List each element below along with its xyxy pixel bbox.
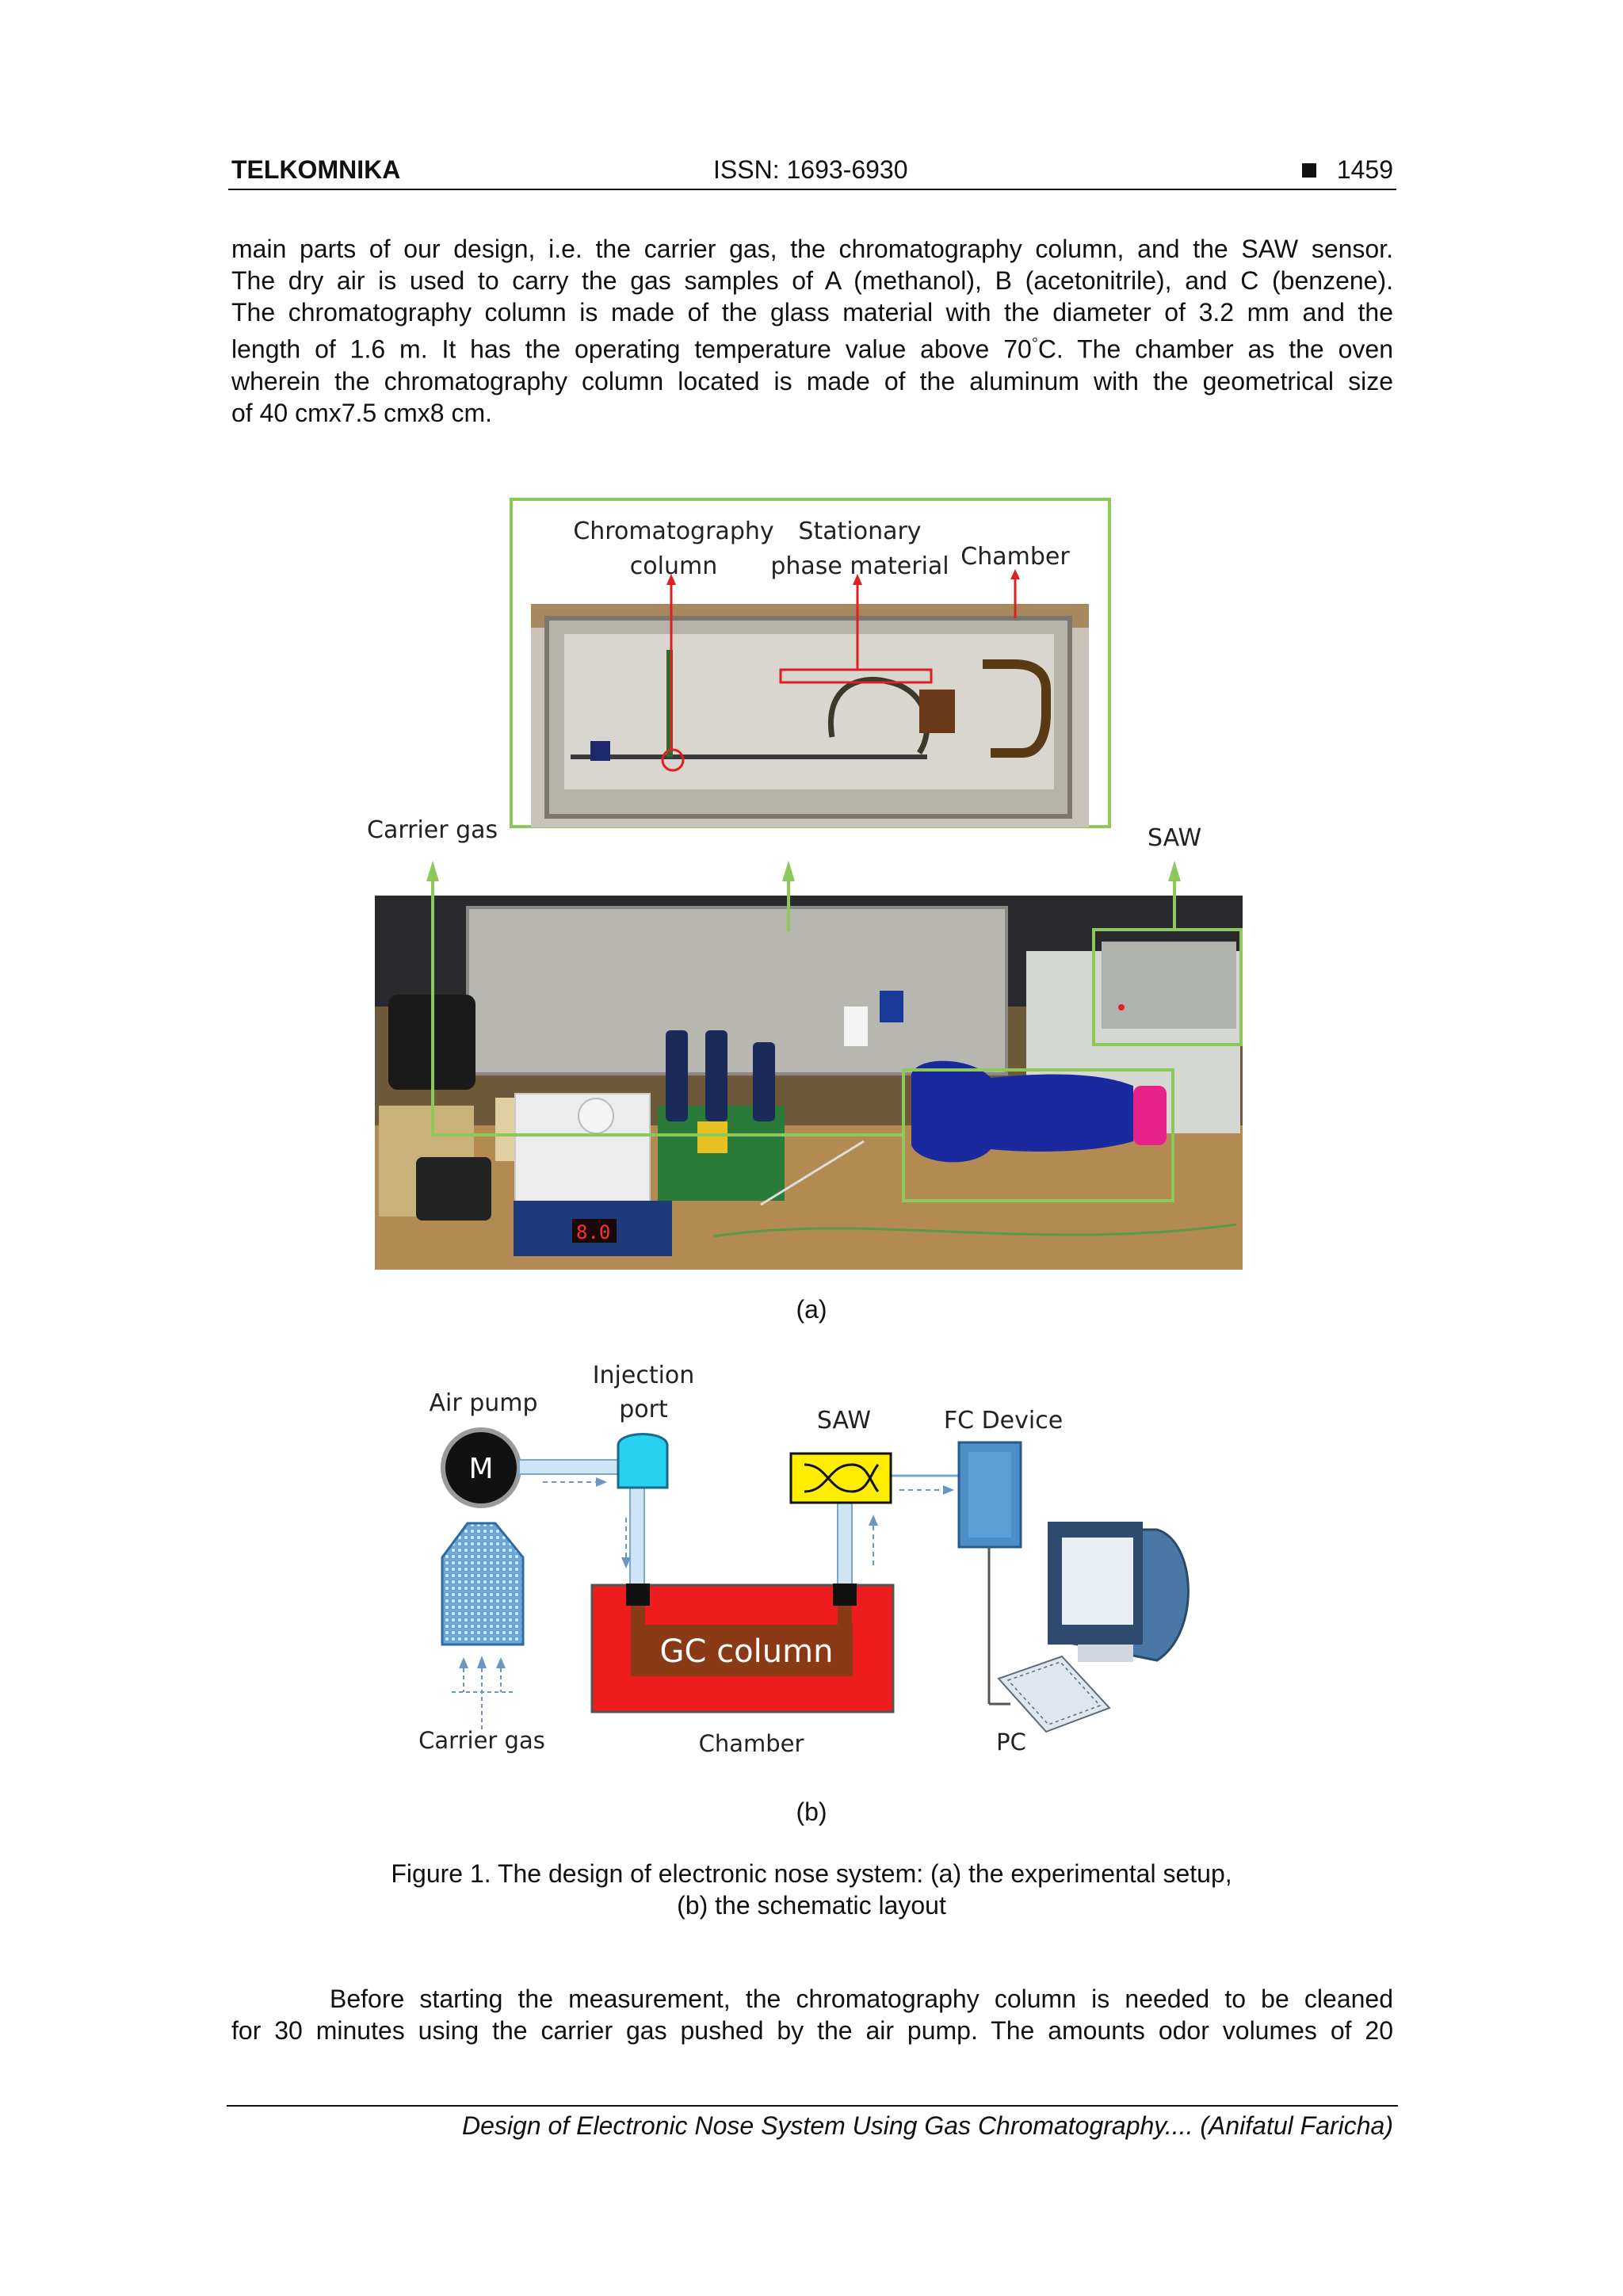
label-phase-material: phase material xyxy=(770,552,949,580)
arrow-up-icon xyxy=(1168,861,1181,881)
keyboard xyxy=(999,1656,1109,1732)
injection-port xyxy=(618,1435,667,1488)
body-paragraph-2 xyxy=(231,1983,1393,2046)
label-chromatography: Chromatography xyxy=(573,518,774,545)
journal-name: TELKOMNIKA xyxy=(231,155,401,184)
fc-device-face xyxy=(968,1452,1011,1538)
square-bullet-icon xyxy=(1302,163,1316,178)
label-carrier-gas: Carrier gas xyxy=(418,1727,545,1754)
display-reading: 8.0 xyxy=(576,1221,611,1244)
knob xyxy=(579,1098,613,1133)
text-line: for 30 minutes using the carrier gas pushed by the air pump. The amounts odor volumes of 20 xyxy=(231,2016,1393,2045)
motor-label: M xyxy=(468,1453,494,1485)
figure-b-caption: (b) xyxy=(796,1797,827,1826)
figure-a-caption: (a) xyxy=(796,1295,827,1324)
label-port: port xyxy=(619,1396,668,1423)
relay xyxy=(697,1121,727,1153)
header-rule xyxy=(228,189,1396,190)
bottle-cap xyxy=(1133,1086,1167,1145)
capacitor xyxy=(705,1030,727,1121)
figure-b-schematic xyxy=(0,1347,1623,1775)
chamber-box xyxy=(468,907,1006,1074)
saw-sensor-box xyxy=(1102,942,1236,1029)
blue-fitting xyxy=(590,741,610,761)
connector-block xyxy=(919,690,955,733)
column-fitting xyxy=(833,1584,857,1606)
label-stationary: Stationary xyxy=(798,518,922,545)
label-column: column xyxy=(629,552,718,580)
capacitor xyxy=(666,1030,688,1121)
arrow-up-icon xyxy=(459,1657,468,1668)
monitor-screen xyxy=(1062,1538,1133,1625)
footer-text: Design of Electronic Nose System Using Gas Chromatography.... (Anifatul Faricha) xyxy=(462,2111,1393,2140)
text-line: The chromatography column is made of the glass material with the diameter of 3.2 mm and the xyxy=(231,298,1393,327)
text-line xyxy=(231,328,1393,365)
text-line: of 40 cmx7.5 cmx8 cm. xyxy=(231,398,492,427)
label-chamber: Chamber xyxy=(698,1730,804,1757)
arrow-up-icon xyxy=(477,1656,487,1668)
connector xyxy=(880,991,903,1022)
label-fc-device: FC Device xyxy=(943,1407,1064,1435)
degree-sign: ° xyxy=(1031,335,1038,353)
adapter xyxy=(416,1157,491,1221)
text-segment: C. The chamber as the oven xyxy=(1037,334,1393,364)
footer-rule xyxy=(227,2105,1398,2107)
issn: ISSN: 1693-6930 xyxy=(713,155,908,184)
page-number: 1459 xyxy=(1336,155,1393,184)
label-injection: Injection xyxy=(592,1362,695,1389)
saw-sensor xyxy=(791,1454,891,1503)
text-line: The dry air is used to carry the gas samples of A (methanol), B (acetonitrile), and C (benzene). xyxy=(231,266,1393,295)
figure-a-experimental-setup xyxy=(0,476,1623,1284)
led-indicator xyxy=(1118,1004,1125,1010)
carrier-gas-bottle xyxy=(442,1523,523,1645)
caption-line-1: Figure 1. The design of electronic nose system: (a) the experimental setup, xyxy=(391,1859,1232,1888)
arrow-up-icon xyxy=(782,861,795,881)
body-paragraph-1 xyxy=(231,233,1393,429)
text-line: main parts of our design, i.e. the carrier gas, the chromatography column, and the SAW sensor. xyxy=(231,235,1393,263)
capacitor xyxy=(753,1042,775,1121)
label-air-pump: Air pump xyxy=(429,1389,538,1417)
pipe xyxy=(838,1490,852,1591)
text-line: Before starting the measurement, the chromatography column is needed to be cleaned xyxy=(330,1985,1393,2013)
gc-column-label: GC column xyxy=(659,1633,834,1670)
text-segment: length of 1.6 m. It has the operating temperature value above 70 xyxy=(231,334,1032,364)
label-saw: SAW xyxy=(816,1407,872,1435)
monitor-base xyxy=(1078,1645,1133,1662)
chamber-interior xyxy=(564,634,1054,789)
label-carrier-gas: Carrier gas xyxy=(367,816,498,844)
caption-line-2: (b) the schematic layout xyxy=(677,1891,946,1920)
figure-caption xyxy=(0,1858,1623,1921)
fitting xyxy=(844,1007,868,1046)
arrow-up-icon xyxy=(426,861,439,881)
label-saw: SAW xyxy=(1148,824,1202,852)
arrow-right-icon xyxy=(596,1477,607,1487)
label-pc: PC xyxy=(996,1729,1026,1755)
arrow-up-icon xyxy=(869,1515,878,1526)
arrow-right-icon xyxy=(943,1485,954,1495)
arrow-up-icon xyxy=(496,1657,506,1668)
text-line: wherein the chromatography column located is made of the aluminum with the geometrical size xyxy=(231,366,1393,395)
column-fitting xyxy=(626,1584,650,1606)
page-number-block xyxy=(1302,155,1393,185)
label-chamber: Chamber xyxy=(960,543,1070,571)
